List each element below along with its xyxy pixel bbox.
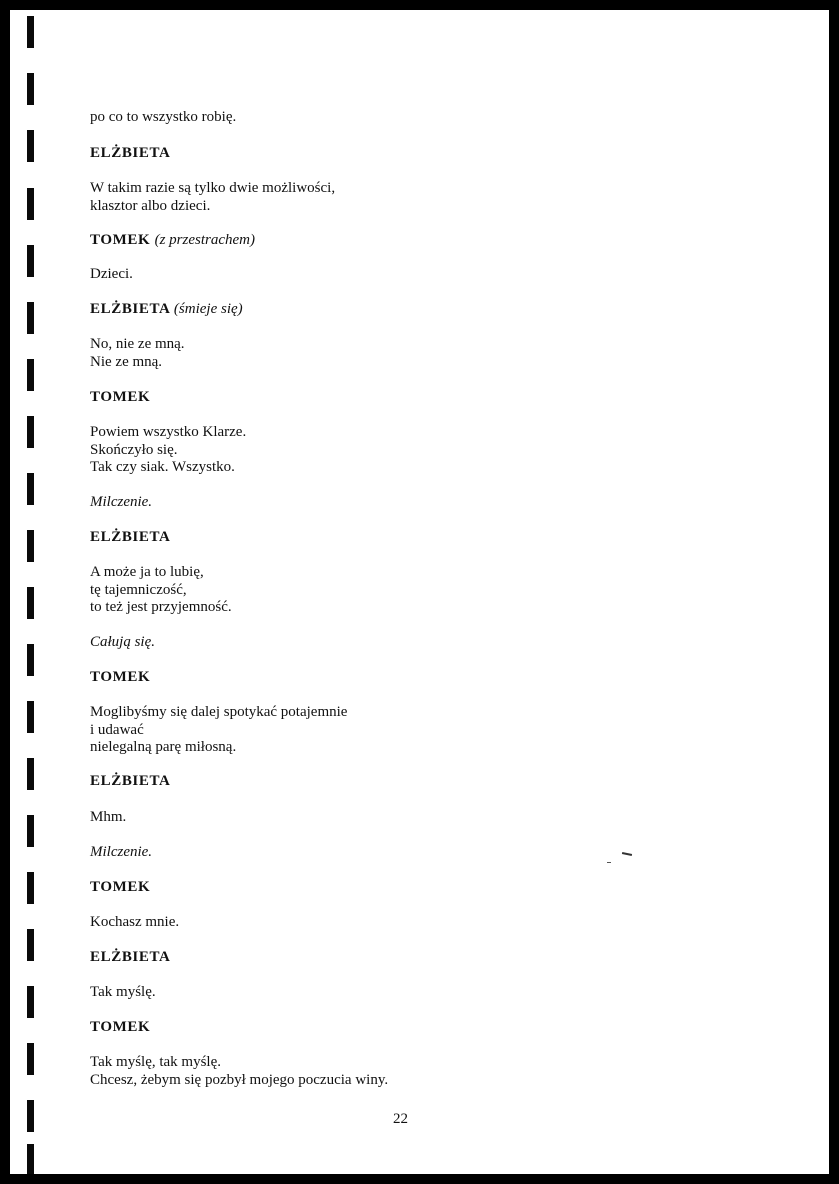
dialogue-line: No, nie ze mną. Nie ze mną. bbox=[90, 336, 185, 370]
stage-direction: Milczenie. bbox=[90, 844, 153, 860]
stage-direction: Milczenie. bbox=[90, 494, 153, 510]
speaker-name: TOMEK bbox=[90, 389, 151, 405]
speaker-name: ELŻBIETA bbox=[90, 145, 171, 161]
dialogue-line: Powiem wszystko Klarze. Skończyło się. Tak czy siak. Wszystko. bbox=[90, 424, 247, 475]
dialogue-line: Tak myślę, tak myślę. Chcesz, żebym się pozbył mojego poczucia winy. bbox=[90, 1054, 389, 1088]
binding-hole bbox=[27, 130, 34, 162]
dialogue-line: Moglibyśmy się dalej spotykać potajemnie i udawać nielegalną parę miłosną. bbox=[90, 704, 348, 755]
speaker-name: TOMEK bbox=[90, 879, 151, 895]
dialogue-line: Dzieci. bbox=[90, 266, 133, 282]
page-number: 22 bbox=[393, 1111, 408, 1127]
dialogue-line: Mhm. bbox=[90, 809, 127, 825]
binding-hole bbox=[27, 587, 34, 619]
dialogue-line: Kochasz mnie. bbox=[90, 914, 180, 930]
binding-hole bbox=[27, 758, 34, 790]
speaker-name: ELŻBIETA bbox=[90, 773, 171, 789]
binding-hole bbox=[27, 73, 34, 105]
binding-hole bbox=[27, 530, 34, 562]
binding-hole bbox=[27, 245, 34, 277]
binding-hole bbox=[27, 1043, 34, 1075]
stage-direction: Całują się. bbox=[90, 634, 156, 650]
speaker-name: TOMEK bbox=[90, 669, 151, 685]
scan-speck bbox=[622, 852, 632, 856]
binding-hole bbox=[27, 302, 34, 334]
binding-hole bbox=[27, 1144, 34, 1174]
stage-direction: (z przestrachem) bbox=[154, 232, 255, 248]
scan-speck bbox=[607, 862, 611, 863]
binding-hole bbox=[27, 815, 34, 847]
dialogue-line: Tak myślę. bbox=[90, 984, 156, 1000]
speaker-name: TOMEK bbox=[90, 1019, 151, 1035]
speaker-heading bbox=[90, 232, 255, 250]
binding-hole bbox=[27, 644, 34, 676]
speaker-name: ELŻBIETA bbox=[90, 529, 171, 545]
binding-hole bbox=[27, 872, 34, 904]
binding-hole bbox=[27, 359, 34, 391]
speaker-name: ELŻBIETA bbox=[90, 949, 171, 965]
dialogue-line: po co to wszystko robię. bbox=[90, 109, 237, 125]
binding-hole bbox=[27, 929, 34, 961]
binding-hole bbox=[27, 416, 34, 448]
speaker-name: TOMEK bbox=[90, 232, 151, 248]
binding-hole bbox=[27, 986, 34, 1018]
binding-hole bbox=[27, 473, 34, 505]
binding-hole bbox=[27, 16, 34, 48]
dialogue-line: A może ja to lubię, tę tajemniczość, to też jest przyjemność. bbox=[90, 564, 232, 615]
speaker-name: ELŻBIETA bbox=[90, 301, 170, 317]
document-page bbox=[10, 10, 829, 1174]
binding-hole bbox=[27, 1100, 34, 1132]
dialogue-line: W takim razie są tylko dwie możliwości, klasztor albo dzieci. bbox=[90, 180, 336, 214]
speaker-heading bbox=[90, 301, 243, 319]
binding-hole bbox=[27, 701, 34, 733]
stage-direction: (śmieje się) bbox=[173, 301, 243, 317]
binding-hole bbox=[27, 188, 34, 220]
